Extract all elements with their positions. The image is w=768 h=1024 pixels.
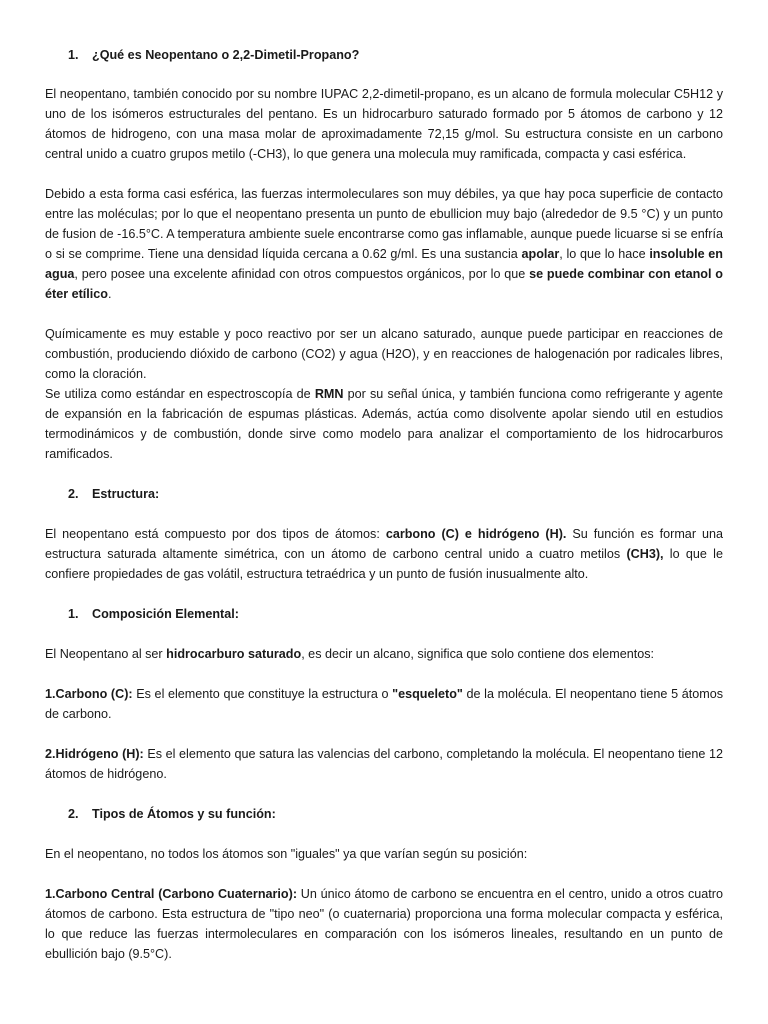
bold-run: 2.Hidrógeno (H):: [45, 747, 144, 761]
bold-run: 1.Carbono (C):: [45, 687, 133, 701]
text-run: Un único átomo de carbono se encuentra en el centro, unido a otros cuatro átomos de carbono. Esta estructura de "tipo neo" (o cuaternaria) proporciona una forma molecular compacta y esférica, lo que reduce las fuerzas intermoleculares en comparación con los isómeros lineales, resultando en un punto de ebullición bajo (9.5°C).: [45, 887, 723, 961]
list-item: [45, 684, 723, 724]
section-1-heading: [45, 45, 723, 65]
bold-run: (CH3),: [626, 547, 664, 561]
text-run: Su función es formar una estructura saturada altamente simétrica, con un átomo de carbono central unido a cuatro metilos: [45, 527, 723, 561]
section-number: 2.: [68, 807, 79, 821]
subsection-2-heading: [45, 804, 723, 824]
text-run: , es decir un alcano, significa que solo contiene dos elementos:: [301, 647, 655, 661]
bold-run: 1.Carbono Central (Carbono Cuaternario):: [45, 887, 298, 901]
list-item: [45, 884, 723, 964]
text-run: El neopentano está compuesto por dos tipos de átomos:: [45, 527, 386, 541]
text-run: Es el elemento que satura las valencias del carbono, completando la molécula. El neopentano tiene 12 átomos de hidrógeno.: [45, 747, 723, 781]
text-run: , lo que lo hace: [559, 247, 650, 261]
heading-text: Tipos de Átomos y su función:: [92, 807, 276, 821]
paragraph: [45, 384, 723, 464]
bold-run: carbono (C) e hidrógeno (H).: [385, 527, 567, 541]
bold-run: insoluble en agua: [45, 247, 724, 281]
heading-text: Composición Elemental:: [92, 607, 239, 621]
heading-text: ¿Qué es Neopentano o 2,2-Dimetil-Propano?: [92, 48, 360, 62]
section-2-heading: [45, 484, 723, 504]
text-run: lo que le confiere propiedades de gas volátil, estructura tetraédrica y un punto de fusión inusualmente alto.: [45, 547, 723, 581]
paragraph: El neopentano, también conocido por su nombre IUPAC 2,2-dimetil-propano, es un alcano de formula molecular C5H12 y uno de los isómeros estructurales del pentano. Es un hidrocarburo saturado formado por 5 átomos de carbono y 12 átomos de hidrogeno, con una masa molar de aproximadamente 72,15 g/mol. Su estructura consiste en un carbono central unido a cuatro grupos metilo (-CH3), lo que genera una molecula muy ramificada, compacta y casi esférica.: [45, 87, 723, 161]
text-run: por su señal única, y también funciona como refrigerante y agente de expansión en la fabricación de espumas plásticas. Además, actúa como disolvente apolar siendo util en estudios termodinámicos y de combustión, donde sirve como modelo para analizar el comportamiento de los hidrocarburos ramificados.: [45, 387, 724, 461]
section-number: 1.: [68, 48, 79, 62]
paragraph: [45, 184, 723, 304]
bold-run: se puede combinar con etanol o éter etílico: [45, 267, 723, 301]
text-run: , pero posee una excelente afinidad con otros compuestos orgánicos, por lo que: [74, 267, 530, 281]
section-number: 2.: [68, 487, 79, 501]
bold-run: apolar: [521, 247, 560, 261]
section-number: 1.: [68, 607, 79, 621]
text-run: .: [108, 287, 112, 301]
text-run: Es el elemento que constituye la estructura o: [132, 687, 393, 701]
paragraph: Químicamente es muy estable y poco reactivo por ser un alcano saturado, aunque puede participar en reacciones de combustión, produciendo dióxido de carbono (CO2) y agua (H2O), y en reacciones de halogenación por radicales libres, como la cloración.: [45, 327, 723, 381]
text-run: Debido a esta forma casi esférica, las fuerzas intermoleculares son muy débiles, ya que hay poca superficie de contacto entre las moléculas; por lo que el neopentano presenta un punto de ebullicion muy bajo (alrededor de 9.5 °C) y un punto de fusion de -16.5°C. A temperatura ambiente suele encontrarse como gas inflamable, aunque puede licuarse si se enfría o si se comprime. Tiene una densidad líquida cercana a 0.62 g/ml. Es una sustancia: [45, 187, 723, 261]
bold-run: "esqueleto": [392, 687, 463, 701]
text-run: Se utiliza como estándar en espectroscopía de: [45, 387, 315, 401]
paragraph: En el neopentano, no todos los átomos son "iguales" ya que varían según su posición:: [45, 847, 528, 861]
paragraph: [45, 524, 723, 584]
heading-text: Estructura:: [92, 487, 160, 501]
bold-run: RMN: [314, 387, 344, 401]
bold-run: hidrocarburo saturado: [166, 647, 302, 661]
text-run: El Neopentano al ser: [45, 647, 167, 661]
subsection-1-heading: [45, 604, 723, 624]
list-item: [45, 744, 723, 784]
text-run: de la molécula. El neopentano tiene 5 átomos de carbono.: [45, 687, 724, 721]
paragraph: [45, 644, 723, 664]
